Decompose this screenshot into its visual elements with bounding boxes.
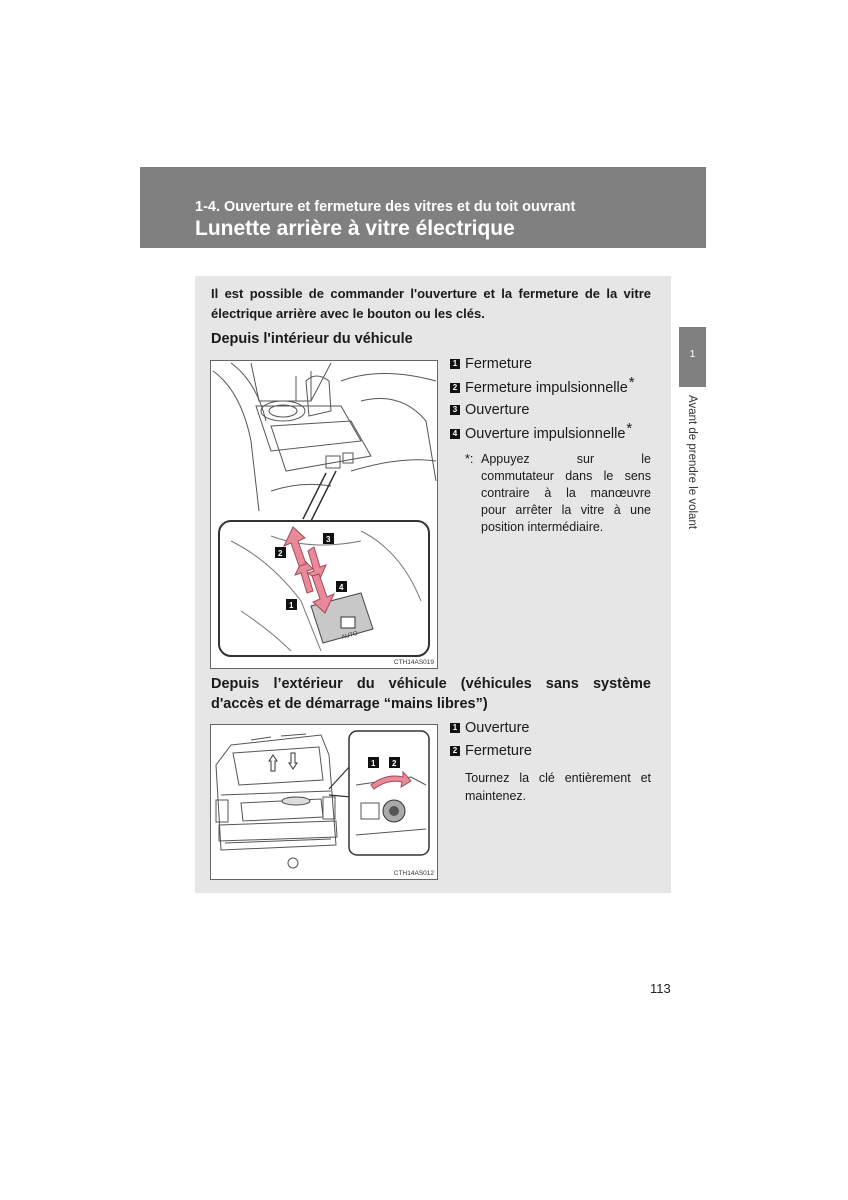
- asterisk: *: [626, 420, 633, 437]
- footnote-line: commutateur dans le sens: [481, 469, 651, 483]
- svg-text:1: 1: [289, 601, 294, 610]
- page-title: Lunette arrière à vitre électrique: [195, 217, 515, 240]
- svg-text:4: 4: [339, 583, 344, 592]
- item-label: Ouverture: [465, 720, 530, 736]
- outside-heading-line: Depuis l’extérieur du véhicule (véhicules sans système: [211, 676, 651, 692]
- item-number: 4: [450, 429, 460, 439]
- item-number: 2: [450, 746, 460, 756]
- list-item: [450, 356, 532, 372]
- interior-console-figure: [210, 360, 438, 669]
- page-number: 113: [650, 981, 671, 996]
- rear-illustration: [211, 725, 437, 879]
- asterisk: *: [628, 374, 635, 391]
- footnote-line: contraire à la manœuvre: [481, 486, 651, 500]
- svg-text:1: 1: [371, 759, 376, 768]
- item-label: Ouverture impulsionnelle: [465, 425, 626, 442]
- list-item: [450, 743, 532, 759]
- svg-text:2: 2: [392, 759, 397, 768]
- key-instruction: [465, 769, 651, 805]
- svg-text:3: 3: [326, 535, 331, 544]
- auto-label: AUTO: [340, 630, 359, 641]
- inside-heading: Depuis l'intérieur du véhicule: [211, 331, 413, 347]
- section-label: 1-4. Ouverture et fermeture des vitres et du toit ouvrant: [195, 199, 576, 215]
- console-illustration: [211, 361, 437, 668]
- chapter-number: 1: [689, 348, 696, 360]
- item-number: 1: [450, 359, 460, 369]
- svg-text:2: 2: [278, 549, 283, 558]
- chapter-title: Avant de prendre le volant: [686, 395, 698, 530]
- item-number: 1: [450, 723, 460, 733]
- list-item: [450, 720, 529, 736]
- item-label: Fermeture impulsionnelle: [465, 379, 628, 396]
- item-number: 2: [450, 383, 460, 393]
- key-instruction-line: Tournez la clé entièrement et: [465, 771, 651, 785]
- key-instruction-line: maintenez.: [465, 789, 527, 803]
- footnote: [465, 451, 651, 536]
- list-item: [450, 374, 635, 396]
- item-label: Fermeture: [465, 743, 532, 759]
- intro-paragraph: Il est possible de commander l'ouverture et la fermeture de la vitre électrique arrière avec le bouton ou les clés.: [211, 286, 651, 321]
- footnote-line: position intermédiaire.: [481, 520, 604, 534]
- outside-heading: [211, 674, 651, 714]
- footnote-line: pour arrêter la vitre à une: [481, 503, 651, 517]
- chapter-tab: [679, 327, 706, 387]
- list-item: [450, 402, 529, 418]
- footnote-line: Appuyez sur le: [481, 452, 651, 466]
- figure-code: CTH14AS012: [393, 870, 434, 877]
- item-number: 3: [450, 405, 460, 415]
- item-label: Ouverture: [465, 402, 530, 418]
- item-label: Fermeture: [465, 356, 532, 372]
- footnote-mark: *:: [465, 452, 474, 466]
- list-item: [450, 420, 633, 442]
- vehicle-rear-figure: [210, 724, 438, 880]
- outside-heading-line: d'accès et de démarrage “mains libres”): [211, 696, 488, 712]
- figure-code: CTH14AS019: [393, 659, 434, 666]
